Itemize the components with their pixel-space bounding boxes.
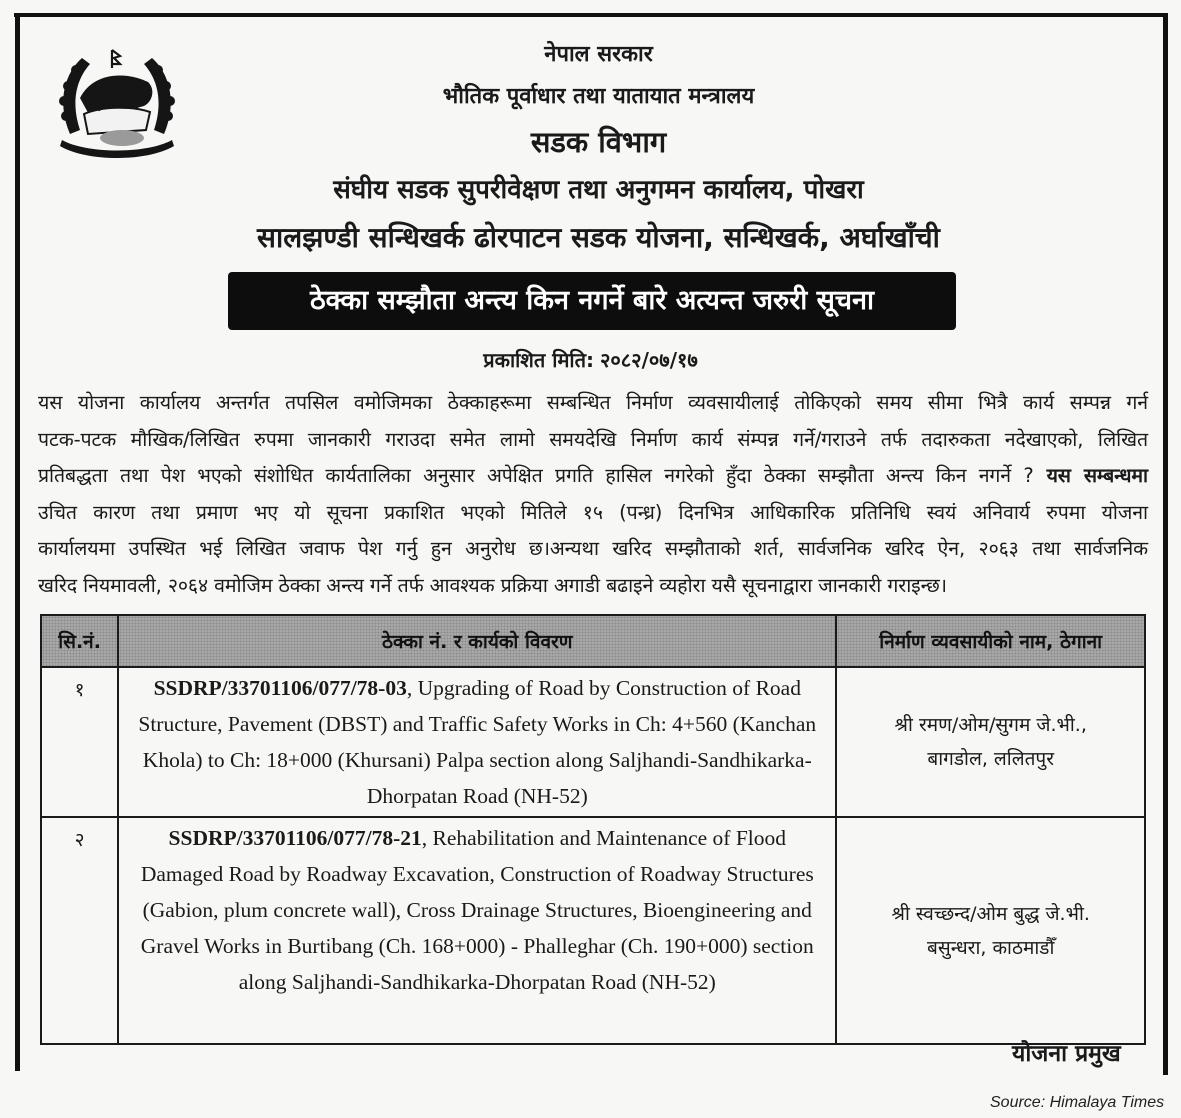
contract-description: , Rehabilitation and Maintenance of Flood Damaged Road by Roadway Excavation, Construction of Roadway Structures (Gabion, plum concrete wall), Cross Drainage Structures, Bioengineering and Gravel Works in Burtibang (Ch. 168+000) - Phalleghar (Ch. 190+000) section along Saljhandi-Sandhikarka-Dhorpatan Road (NH-52) [140, 826, 814, 994]
publication-date-value: २०८२/०७/१७ [599, 348, 698, 372]
header-serial: सि.नं. [41, 615, 118, 667]
body-line: खरिद नियमावली, २०६४ वमोजिम ठेक्का अन्त्य गर्ने तर्फ आवश्यक प्रक्रिया अगाडी बढाइने व्यहोरा यसै सूचनाद्वारा जानकारी गराइन्छ। [38, 573, 947, 597]
body-line: उचित कारण तथा प्रमाण भए यो सूचना प्रकाशित भएको मितिले १५ (पन्ध्र) दिनभित्र आधिकारिक प्रतिनिधि स्वयं अनिवार्य रुपमा योजना [38, 500, 1148, 524]
project-name: सालझण्डी सन्धिखर्क ढोरपाटन सडक योजना, सन्धिखर्क, अर्घाखाँची [257, 221, 940, 254]
cell-serial: २ [41, 817, 118, 1044]
ministry-name: भौतिक पूर्वाधार तथा यातायात मन्त्रालय [442, 84, 755, 109]
cell-description [118, 817, 836, 1044]
contract-code: SSDRP/33701106/077/78-03 [153, 676, 407, 700]
body-line: कार्यालयमा उपस्थित भई लिखित जवाफ पेश गर्नु हुन अनुरोध छ।अन्यथा खरिद सम्झौताको शर्त, सार्वजनिक खरिद ऐन, २०६३ तथा सार्वजनिक [38, 537, 1148, 561]
contractor-name: श्री स्वच्छन्द/ओम बुद्ध जे.भी. [891, 902, 1090, 925]
cell-description [118, 667, 836, 817]
body-line-text: प्रतिबद्धता तथा पेश भएको संशोधित कार्यतालिका अनुसार अपेक्षित प्रगति हासिल नगरेको हुँदा ठेक्का सम्झौता अन्त्य किन नगर्ने ? [38, 464, 1034, 488]
contractor-name: श्री रमण/ओम/सुगम जे.भी., [894, 714, 1087, 736]
department-name: सडक विभाग [530, 125, 667, 159]
contract-code: SSDRP/33701106/077/78-21 [168, 826, 422, 850]
cell-serial: १ [41, 667, 118, 817]
contractor-address: बसुन्धरा, काठमाडौँ [927, 936, 1055, 959]
notice-frame-top [14, 13, 1168, 17]
contractor-address: बागडोल, ललितपुर [927, 748, 1054, 770]
body-line: पटक-पटक मौखिक/लिखित रुपमा जानकारी गराउदा समेत लामो समयदेखि निर्माण कार्य संम्पन्न गर्ने/गराउने तर्फ तदारुकता नदेखाएको, लिखित [38, 427, 1148, 451]
header-contractor: निर्माण व्यवसायीको नाम, ठेगाना [836, 615, 1145, 667]
body-line-bold-tail: यस सम्बन्धमा [1033, 464, 1148, 488]
table-header-row [41, 615, 1145, 667]
cell-contractor [836, 667, 1145, 817]
notice-title: ठेक्का सम्झौता अन्त्य किन नगर्ने बारे अत्यन्त जरुरी सूचना [309, 285, 875, 316]
office-name: संघीय सडक सुपरीवेक्षण तथा अनुगमन कार्यालय, पोखरा [333, 175, 864, 205]
body-line [38, 458, 1148, 495]
publication-date [0, 346, 1181, 373]
contracts-table [40, 614, 1146, 1045]
source-credit: Source: Himalaya Times [990, 1094, 1165, 1111]
table-row [41, 667, 1145, 817]
notice-body [38, 385, 1148, 605]
notice-title-banner [228, 272, 956, 330]
header-description: ठेक्का नं. र कार्यको विवरण [118, 615, 836, 667]
table-row [41, 817, 1145, 1044]
cell-contractor [836, 817, 1145, 1044]
publication-date-label: प्रकाशित मिति: [483, 348, 594, 372]
government-name: नेपाल सरकार [544, 42, 653, 67]
body-line: यस योजना कार्यालय अन्तर्गत तपसिल वमोजिमका ठेक्काहरूमा सम्बन्धित निर्माण व्यवसायीलाई तोकिएको समय सीमा भित्रै कार्य सम्पन्न गर्न [38, 391, 1148, 414]
contract-description: , Upgrading of Road by Construction of Road Structure, Pavement (DBST) and Traffic Safety Works in Ch: 4+560 (Kanchan Khola) to Ch: 18+000 (Khursani) Palpa section along Saljhandi-Sandhikarka-Dhorpatan Road (NH-52) [138, 676, 817, 808]
signatory-title: योजना प्रमुख [1012, 1041, 1121, 1067]
